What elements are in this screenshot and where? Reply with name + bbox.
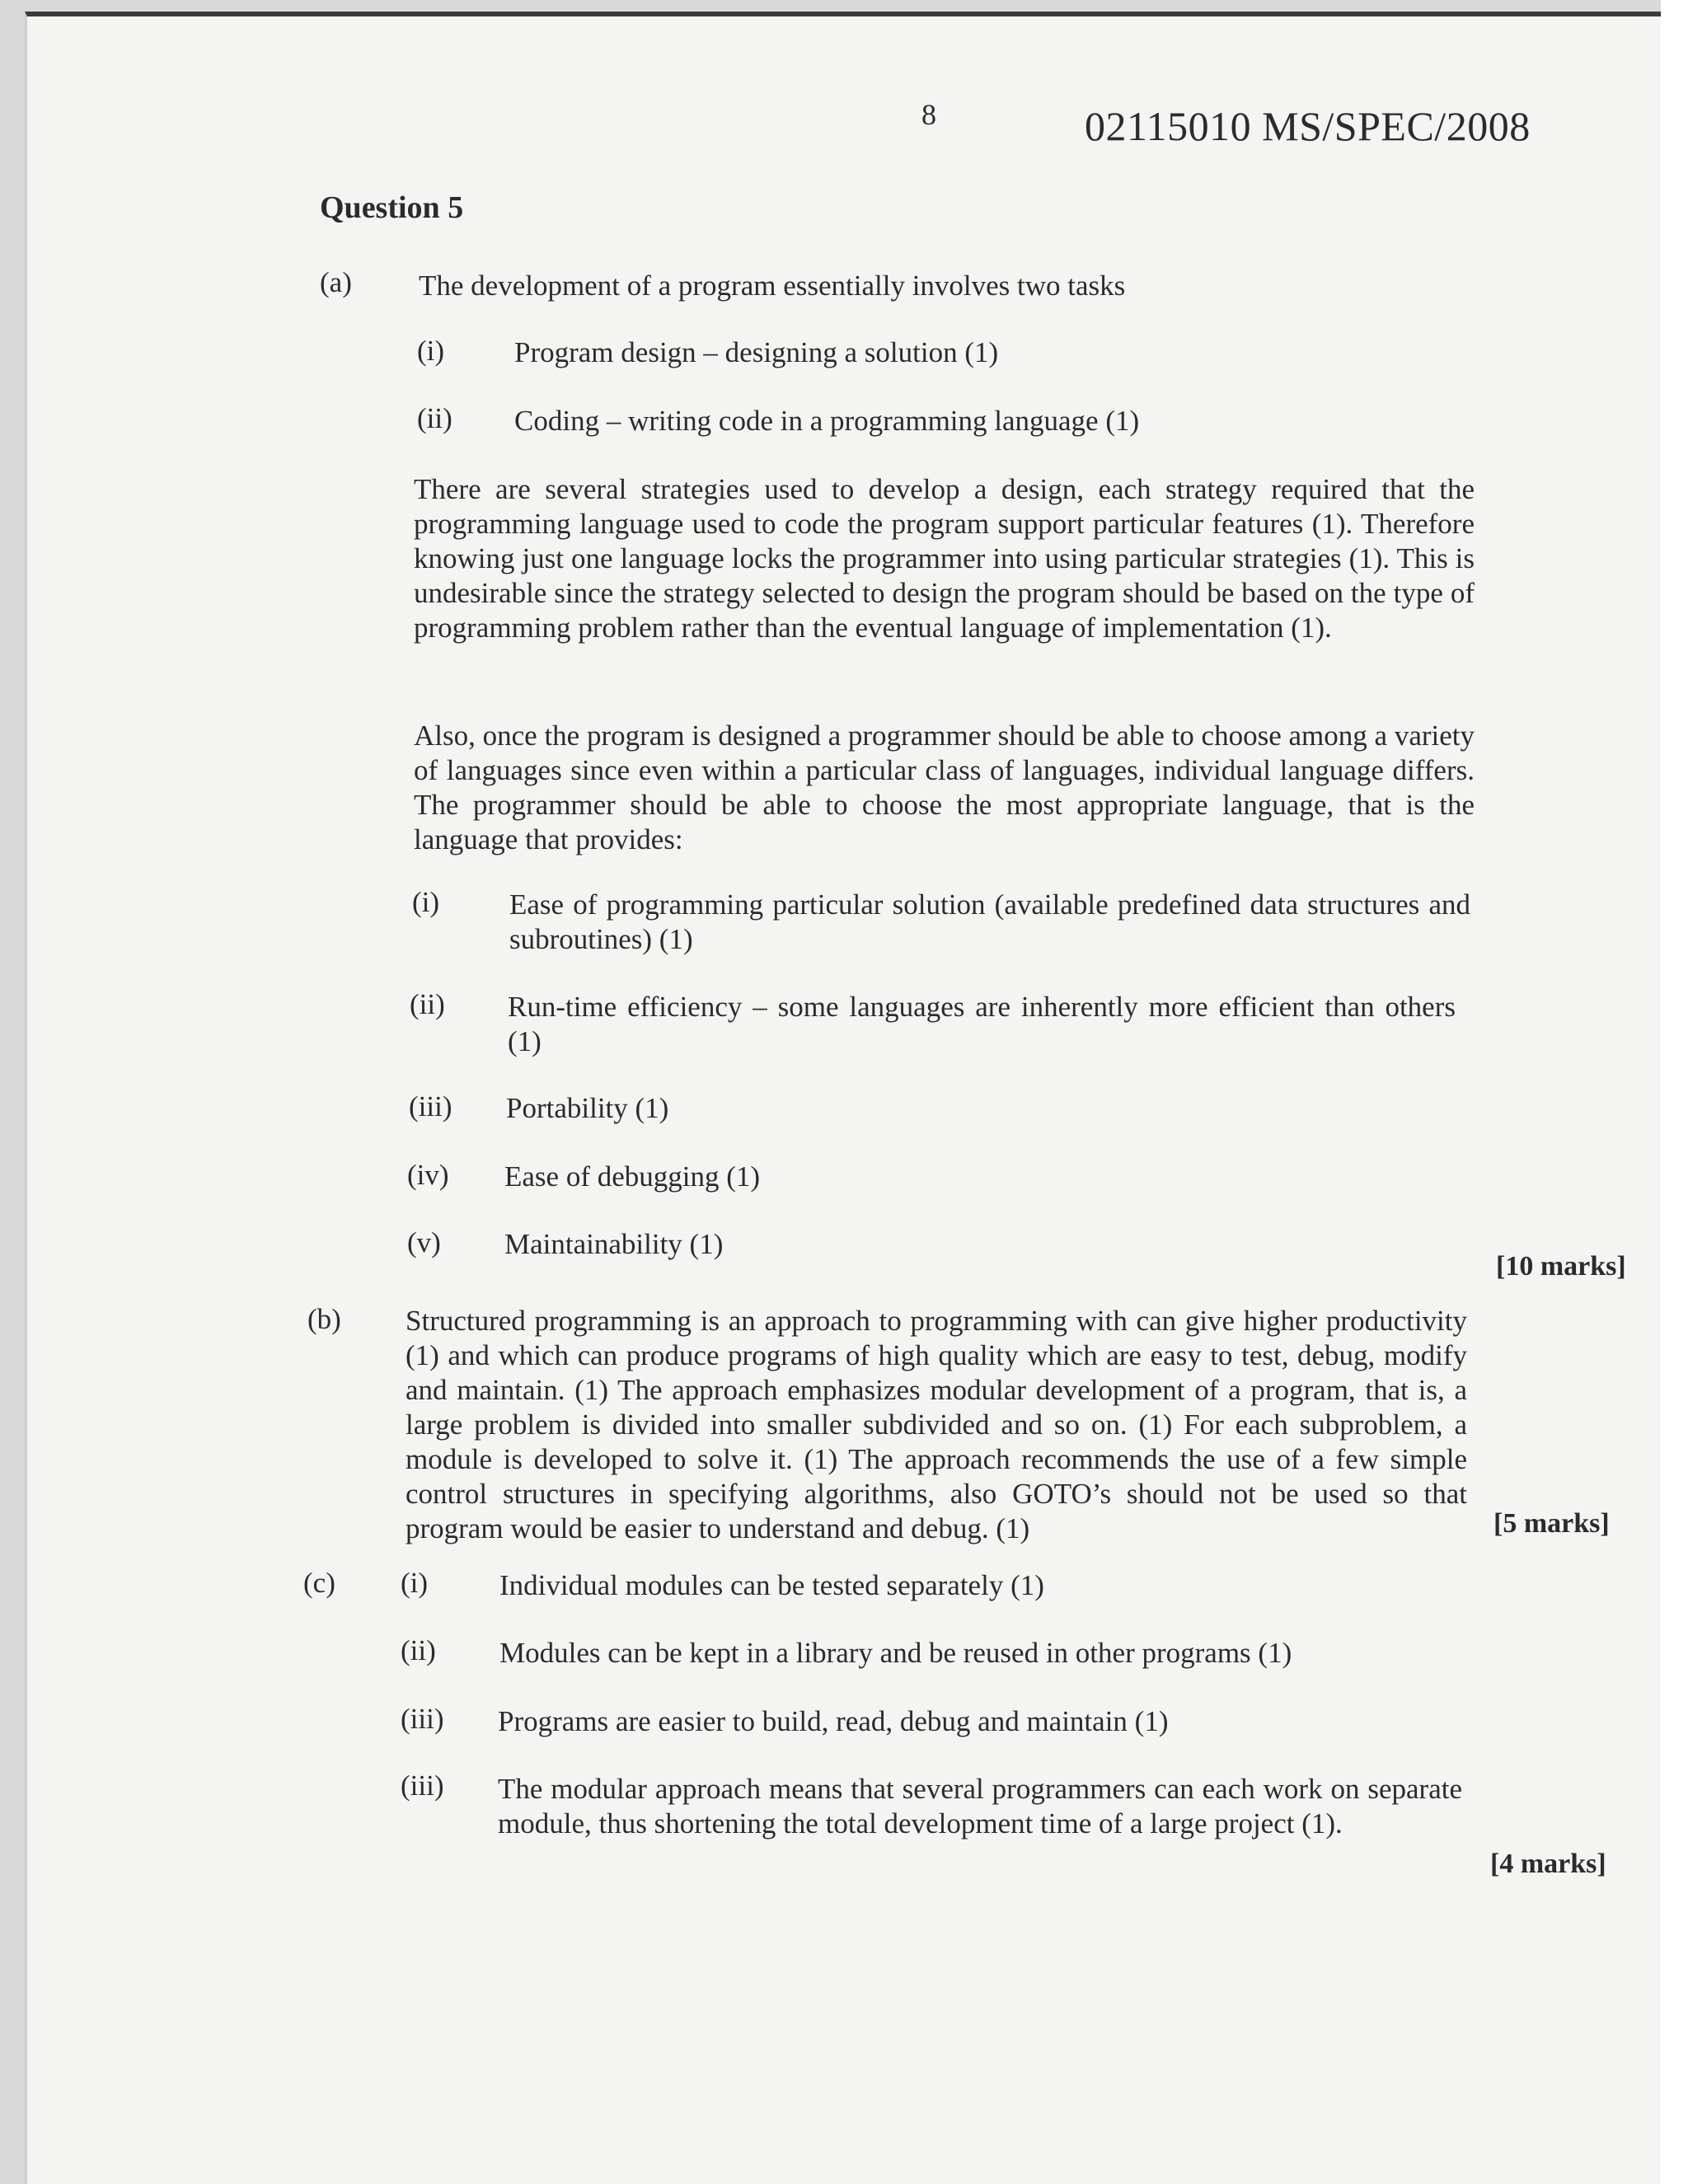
criterion-number: (i) bbox=[412, 886, 440, 918]
criterion-text: Portability (1) bbox=[506, 1092, 669, 1124]
criterion-number: (iv) bbox=[407, 1159, 449, 1191]
item-text: Programs are easier to build, read, debug and maintain (1) bbox=[498, 1705, 1169, 1737]
item-number: (iii) bbox=[401, 1769, 444, 1802]
part-b-text: Structured programming is an approach to programming with can give higher productivity (1) and which can produce programs of high quality which are easy to test, debug, modify and maintain. (1) The approach emphasizes modular development of a program, that is, a large problem is divided into smaller subdivided and so on. (1) For each subproblem, a module is developed to solve it. (1) The approach recommends the use of a few simple control structures in specifying algorithms, also GOTO’s should not be used so that program would be easier to understand and debug. (1) bbox=[406, 1305, 1467, 1544]
part-a-label: (a) bbox=[320, 266, 352, 298]
task-number: (ii) bbox=[417, 402, 452, 434]
criterion-text: Ease of programming particular solution (available predefined data structures and subroutines) (1) bbox=[509, 888, 1470, 955]
criterion-text: Maintainability (1) bbox=[504, 1228, 724, 1260]
part-a-marks: [10 marks] bbox=[1496, 1251, 1626, 1282]
criterion-number: (iii) bbox=[409, 1090, 452, 1122]
criterion-text: Ease of debugging (1) bbox=[504, 1160, 761, 1193]
item-text: Modules can be kept in a library and be reused in other programs (1) bbox=[499, 1637, 1292, 1669]
part-b-label: (b) bbox=[307, 1303, 341, 1335]
part-c-marks: [4 marks] bbox=[1490, 1849, 1606, 1879]
item-number: (iii) bbox=[401, 1703, 444, 1735]
item-number: (ii) bbox=[401, 1634, 436, 1666]
task-number: (i) bbox=[417, 335, 445, 367]
criterion-number: (v) bbox=[407, 1226, 441, 1258]
part-a-intro: The development of a program essentially involves two tasks bbox=[419, 269, 1126, 302]
part-c-label: (c) bbox=[303, 1567, 335, 1599]
scan-margin bbox=[1661, 0, 1688, 2184]
item-text: The modular approach means that several programmers can each work on separate module, thus shortening the total development time of a large project (1). bbox=[498, 1773, 1462, 1840]
part-b-marks: [5 marks] bbox=[1493, 1508, 1610, 1539]
criterion-text: Run-time efficiency – some languages are inherently more efficient than others (1) bbox=[508, 991, 1456, 1057]
item-text: Individual modules can be tested separately (1) bbox=[499, 1569, 1044, 1601]
task-text: Program design – designing a solution (1) bbox=[514, 336, 999, 368]
item-number: (i) bbox=[401, 1567, 429, 1599]
task-text: Coding – writing code in a programming language (1) bbox=[514, 405, 1140, 437]
part-a-paragraph: Also, once the program is designed a programmer should be able to choose among a variety of languages since even within a particular class of languages, individual language differs. The programmer should be able to choose the most appropriate language, that is the language that provides: bbox=[414, 719, 1475, 855]
document-reference: 02115010 MS/SPEC/2008 bbox=[1085, 103, 1531, 149]
criterion-number: (ii) bbox=[410, 988, 445, 1020]
part-a-paragraph: There are several strategies used to develop a design, each strategy required that the programming language used to code the program support particular features (1). Therefore knowing just one language locks the programmer into using particular strategies (1). This is undesirable since the strategy selected to design the program should be based on the type of programming problem rather than the eventual language of implementation (1). bbox=[414, 473, 1475, 644]
question-title: Question 5 bbox=[320, 190, 464, 225]
page-number: 8 bbox=[921, 98, 936, 131]
